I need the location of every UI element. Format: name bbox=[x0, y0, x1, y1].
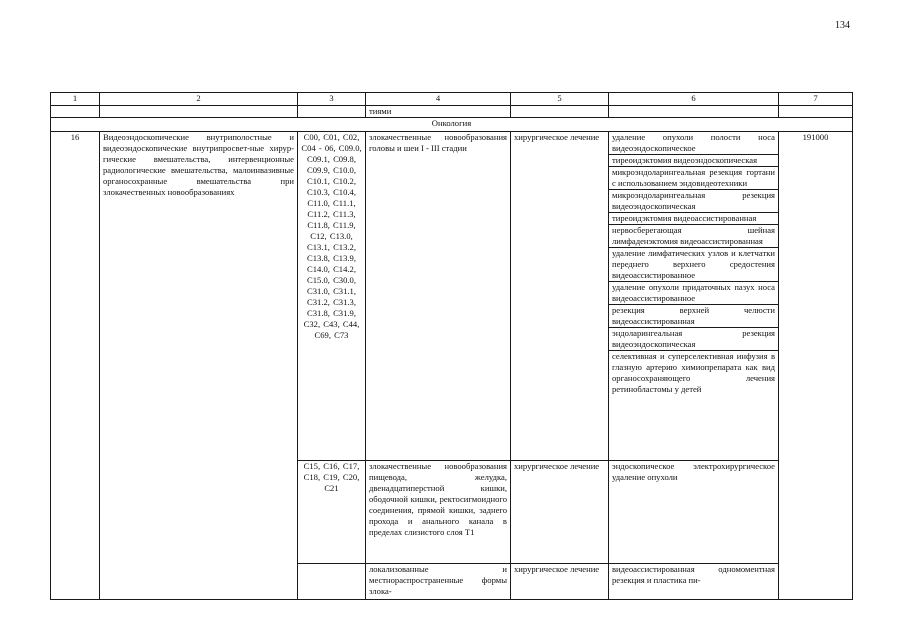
medical-care-table bbox=[50, 92, 853, 600]
method-item: эндоскопическое электрохирургическое удаление опухоли bbox=[612, 461, 775, 483]
treatment-type: хирургическое лечение bbox=[511, 131, 609, 461]
continuation-row bbox=[51, 105, 853, 118]
section-row bbox=[51, 118, 853, 132]
column-number-5: 5 bbox=[511, 93, 609, 106]
method-item: эндоларингеальная резекция видеоэндоскопическая bbox=[609, 328, 778, 351]
page-number: 134 bbox=[835, 20, 850, 31]
table-row bbox=[51, 131, 853, 461]
treatment-type: хирургическое лечение bbox=[511, 564, 609, 600]
treatment-methods bbox=[609, 564, 779, 600]
method-item: микроэндоларингеальная резекция видеоэндоскопическая bbox=[609, 190, 778, 213]
method-item: селективная и суперселективная инфузия в глазную артерию химиопрепарата как вид органосохраняющего лечения ретинобластомы у детей bbox=[612, 350, 775, 394]
continuation-text: тиями bbox=[366, 105, 511, 118]
row-number: 16 bbox=[51, 131, 100, 599]
method-item: нервосберегающая шейная лимфаденэктомия видеоассистированная bbox=[609, 225, 778, 248]
method-item: удаление лимфатических узлов и клетчатки переднего верхнего средостения видеоассистированное bbox=[609, 248, 778, 282]
method-item: видеоассистированная одномоментная резекция и пластика пи- bbox=[612, 564, 775, 586]
section-title: Онкология bbox=[51, 118, 853, 132]
care-type-name: Видеоэндоскопические внутриполостные и видеоэндоскопические внутрипросвет-ные хирур-гические вмешательства, интервенционные радиологические вмешательства, малоинвазивные органосохранные вмешательства при злокачественных новообразованиях bbox=[100, 131, 298, 599]
funding-amount: 191000 bbox=[779, 131, 853, 599]
treatment-methods bbox=[609, 131, 779, 461]
icd-codes: C15, C16, C17, C18, C19, C20, C21 bbox=[298, 461, 366, 564]
column-number-1: 1 bbox=[51, 93, 100, 106]
method-item: удаление опухоли полости носа видеоэндоскопическое bbox=[609, 132, 778, 155]
column-number-2: 2 bbox=[100, 93, 298, 106]
method-item: тиреоидэктомия видеоэндоскопическая bbox=[609, 155, 778, 167]
icd-codes bbox=[298, 564, 366, 600]
diagnosis: злокачественные новообразования головы и шеи I - III стадии bbox=[366, 131, 511, 461]
column-number-3: 3 bbox=[298, 93, 366, 106]
column-number-row bbox=[51, 93, 853, 106]
column-number-4: 4 bbox=[366, 93, 511, 106]
treatment-type: хирургическое лечение bbox=[511, 461, 609, 564]
icd-codes: C00, C01, C02, C04 - 06, C09.0, C09.1, C09.8, C09.9, C10.0, C10.1, C10.2, C10.3, C10.4, C11.0, C11.1, C11.2, C11.3, C11.8, C11.9, C12, C13.0, C13.1, C13.2, C13.8, C13.9, C14.0, C14.2, C15.0, C30.0, C31.0, C31.1, C31.2, C31.3, C31.8, C31.9, C32, C43, C44, C69, C73 bbox=[298, 131, 366, 461]
treatment-methods bbox=[609, 461, 779, 564]
method-item: резекция верхней челюсти видеоассистированная bbox=[609, 305, 778, 328]
method-item: тиреоидэктомия видеоассистированная bbox=[609, 213, 778, 225]
diagnosis: злокачественные новообразования пищевода, желудка, двенадцатиперстной кишки, ободочной кишки, ректосигмоидного соединения, прямой кишки, заднего прохода и анального канала в пределах слизистого слоя T1 bbox=[366, 461, 511, 564]
column-number-7: 7 bbox=[779, 93, 853, 106]
column-number-6: 6 bbox=[609, 93, 779, 106]
method-item: микроэндоларингеальная резекция гортани с использованием эндовидеотехники bbox=[609, 167, 778, 190]
method-item: удаление опухоли придаточных пазух носа видеоассистированное bbox=[609, 282, 778, 305]
diagnosis: локализованные и местнораспространенные формы злока- bbox=[366, 564, 511, 600]
